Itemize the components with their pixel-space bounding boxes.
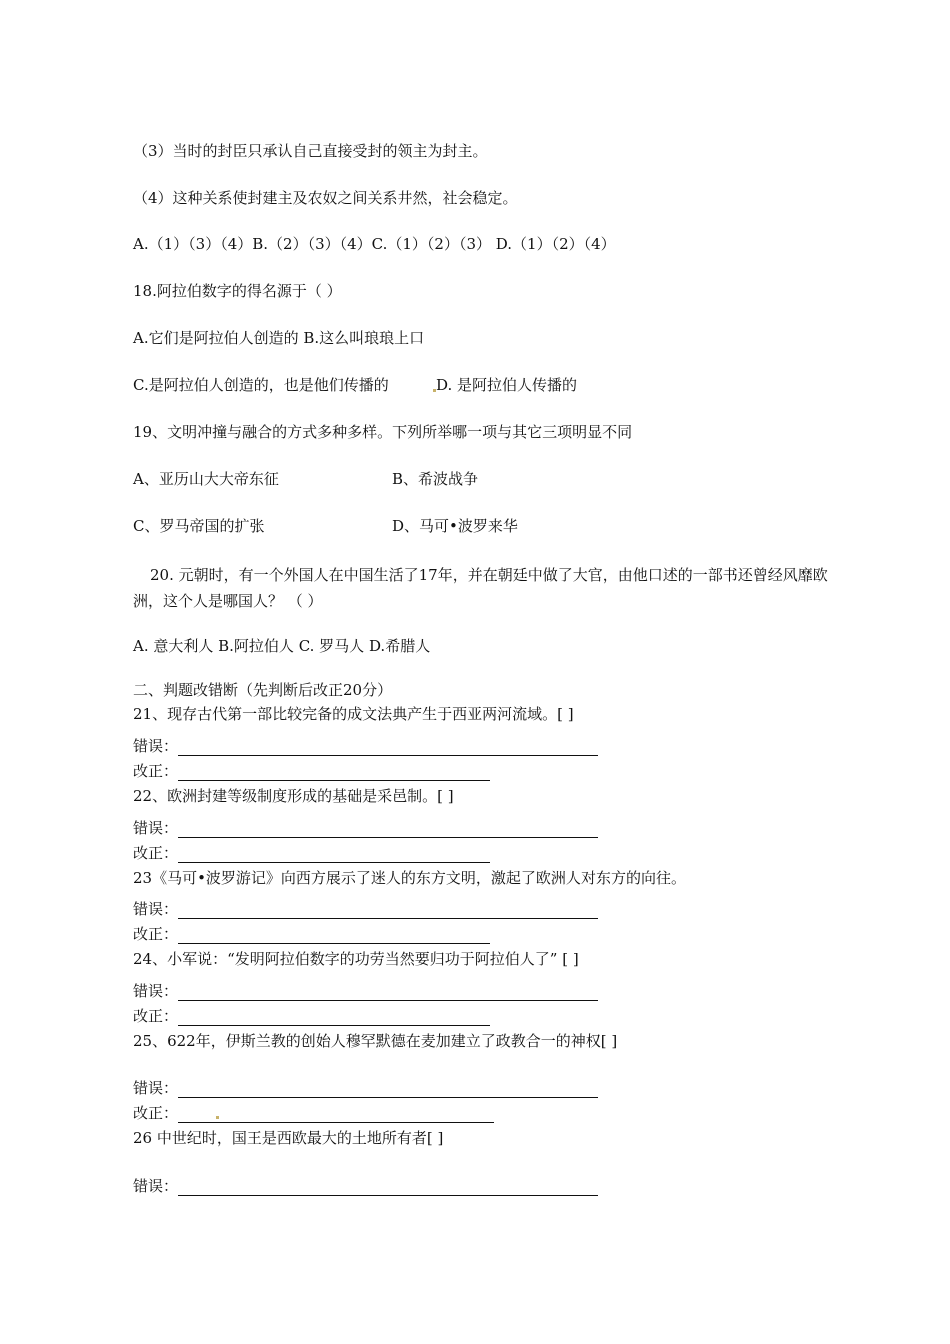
q23-stem: 23《马可•波罗游记》向西方展示了迷人的东方文明，激起了欧洲人对东方的向往。: [133, 869, 686, 887]
q20-options: A. 意大利人 B.阿拉伯人 C. 罗马人 D.希腊人: [133, 637, 431, 655]
q17-options: A.（1）（3）（4）B.（2）（3）（4）C.（1）（2）（3） D.（1）（2）（4）: [133, 235, 616, 253]
q25-error-row: [133, 1078, 598, 1098]
q24-error-row: [133, 981, 598, 1001]
statement-4: （4）这种关系使封建主及农奴之间关系井然，社会稳定。: [133, 189, 518, 207]
correction-blank[interactable]: [178, 1106, 494, 1123]
q18-stem: 18.阿拉伯数字的得名源于（ ）: [133, 282, 342, 300]
error-blank[interactable]: [178, 1179, 598, 1196]
correction-label: 改正：: [133, 844, 179, 862]
q19-option-b: B、希波战争: [392, 470, 479, 488]
error-label: 错误：: [133, 900, 179, 918]
q23-error-row: [133, 899, 598, 919]
error-blank[interactable]: [178, 1081, 598, 1098]
correction-label: 改正：: [133, 762, 179, 780]
correction-label: 改正：: [133, 1104, 179, 1122]
error-blank[interactable]: [178, 984, 598, 1001]
error-blank[interactable]: [178, 821, 598, 838]
q19-option-a: A、亚历山大大帝东征: [133, 470, 279, 488]
q20-stem: 20. 元朝时，有一个外国人在中国生活了17年，并在朝廷中做了大官，由他口述的一部书还曾经风靡欧洲，这个人是哪国人？ （ ）: [133, 566, 828, 610]
statement-3: （3）当时的封臣只承认自己直接受封的领主为封主。: [133, 142, 488, 160]
q24-correction-row: [133, 1006, 490, 1026]
correction-blank[interactable]: [178, 846, 490, 863]
q18-option-c: C.是阿拉伯人创造的，也是他们传播的: [133, 376, 389, 394]
error-label: 错误：: [133, 982, 179, 1000]
correction-label: 改正：: [133, 1007, 179, 1025]
q25-stem: 25、622年，伊斯兰教的创始人穆罕默德在麦加建立了政教合一的神权[ ]: [133, 1032, 618, 1050]
q21-correction-row: [133, 761, 490, 781]
q26-error-row: [133, 1176, 598, 1196]
q22-correction-row: [133, 843, 490, 863]
correction-blank[interactable]: [178, 1009, 490, 1026]
error-blank[interactable]: [178, 902, 598, 919]
error-label: 错误：: [133, 1079, 179, 1097]
q18-options-ab: A.它们是阿拉伯人创造的 B.这么叫琅琅上口: [133, 329, 425, 347]
q23-correction-row: [133, 924, 490, 944]
error-blank[interactable]: [178, 739, 598, 756]
error-label: 错误：: [133, 737, 179, 755]
q21-error-row: [133, 736, 598, 756]
q22-stem: 22、欧洲封建等级制度形成的基础是采邑制。[ ]: [133, 787, 454, 805]
correction-label: 改正：: [133, 925, 179, 943]
q19-option-c: C、罗马帝国的扩张: [133, 517, 265, 535]
q21-stem: 21、现存古代第一部比较完备的成文法典产生于西亚两河流域。[ ]: [133, 705, 574, 723]
speck-mark: [216, 1116, 219, 1119]
error-label: 错误：: [133, 1177, 179, 1195]
correction-blank[interactable]: [178, 764, 490, 781]
q19-stem: 19、文明冲撞与融合的方式多种多样。下列所举哪一项与其它三项明显不同: [133, 423, 633, 441]
section-2-heading: 二、判题改错断（先判断后改正20分）: [133, 681, 393, 699]
q24-stem: 24、小军说：“发明阿拉伯数字的功劳当然要归功于阿拉伯人了” [ ]: [133, 950, 579, 968]
q25-correction-row: [133, 1103, 494, 1123]
error-label: 错误：: [133, 819, 179, 837]
q26-stem: 26 中世纪时，国王是西欧最大的土地所有者[ ]: [133, 1129, 444, 1147]
q19-option-d: D、马可•波罗来华: [392, 517, 518, 535]
q22-error-row: [133, 818, 598, 838]
q18-option-d: D. 是阿拉伯人传播的: [436, 376, 578, 394]
correction-blank[interactable]: [178, 927, 490, 944]
